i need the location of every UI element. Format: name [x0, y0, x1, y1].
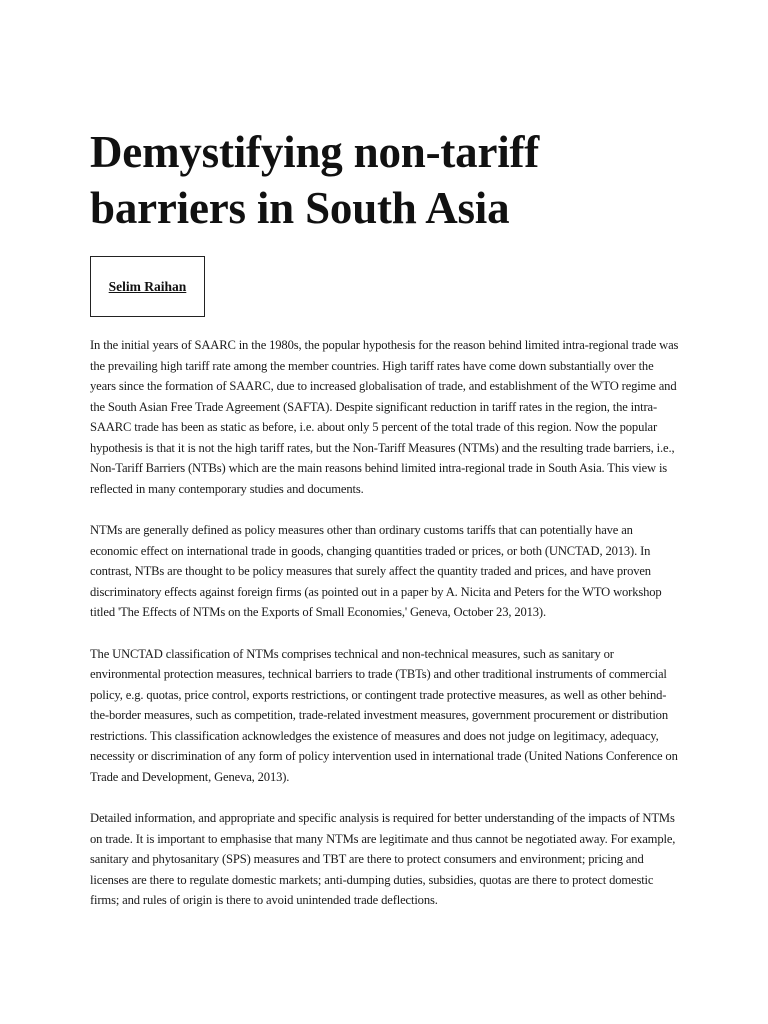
paragraph-4: Detailed information, and appropriate and specific analysis is required for better understanding of the impacts of NTMs on trade. It is important to emphasise that many NTMs are legitimate and thus cannot be negotiated away. For example, sanitary and phytosanitary (SPS) measures and TBT are there to protect consumers and environment; pricing and licenses are there to regulate domestic markets; anti-dumping duties, subsidies, quotas are there to protect domestic firms; and rules of origin is there to avoid unintended trade deflections. [90, 811, 676, 907]
article [90, 0, 682, 911]
paragraph-1: In the initial years of SAARC in the 1980s, the popular hypothesis for the reason behind limited intra-regional trade was the prevailing high tariff rate among the member countries. High tariff rates have come down substantially over the years since the formation of SAARC, due to increased globalisation of trade, and establishment of the WTO regime and the South Asian Free Trade Agreement (SAFTA). Despite significant reduction in tariff rates in the region, the intra-SAARC trade has been as static as before, i.e. about only 5 percent of the total trade of this region. Now the popular hypothesis is that it is not the high tariff rates, but the Non-Tariff Measures (NTMs) and the resulting trade barriers, i.e., Non-Tariff Barriers (NTBs) which are the main reasons behind limited intra-regional trade in South Asia. This view is reflected in many contemporary studies and documents. [90, 338, 679, 496]
paragraph-2: NTMs are generally defined as policy measures other than ordinary customs tariffs that can potentially have an economic effect on international trade in goods, changing quantities traded or prices, or both (UNCTAD, 2013). In contrast, NTBs are thought to be policy measures that surely affect the quantity traded and prices, and have proven discriminatory effects against foreign firms (as pointed out in a paper by A. Nicita and Peters for the WTO workshop titled 'The Effects of NTMs on the Exports of Small Economies,' Geneva, October 23, 2013). [90, 523, 662, 619]
author-link[interactable]: Selim Raihan [108, 278, 187, 294]
article-title: Demystifying non-tariff barriers in South Asia [90, 127, 540, 233]
author-box [90, 256, 205, 317]
paragraph-3: The UNCTAD classification of NTMs comprises technical and non-technical measures, such as sanitary or environmental protection measures, technical barriers to trade (TBTs) and other traditional instruments of commercial policy, e.g. quotas, price control, exports restrictions, or contingent trade protective measures, as well as other behind-the-border measures, such as competition, trade-related investment measures, government procurement or distribution restrictions. This classification acknowledges the existence of measures and does not judge on legitimacy, adequacy, necessity or discrimination of any form of policy intervention used in international trade (United Nations Conference on Trade and Development, Geneva, 2013). [90, 646, 678, 784]
